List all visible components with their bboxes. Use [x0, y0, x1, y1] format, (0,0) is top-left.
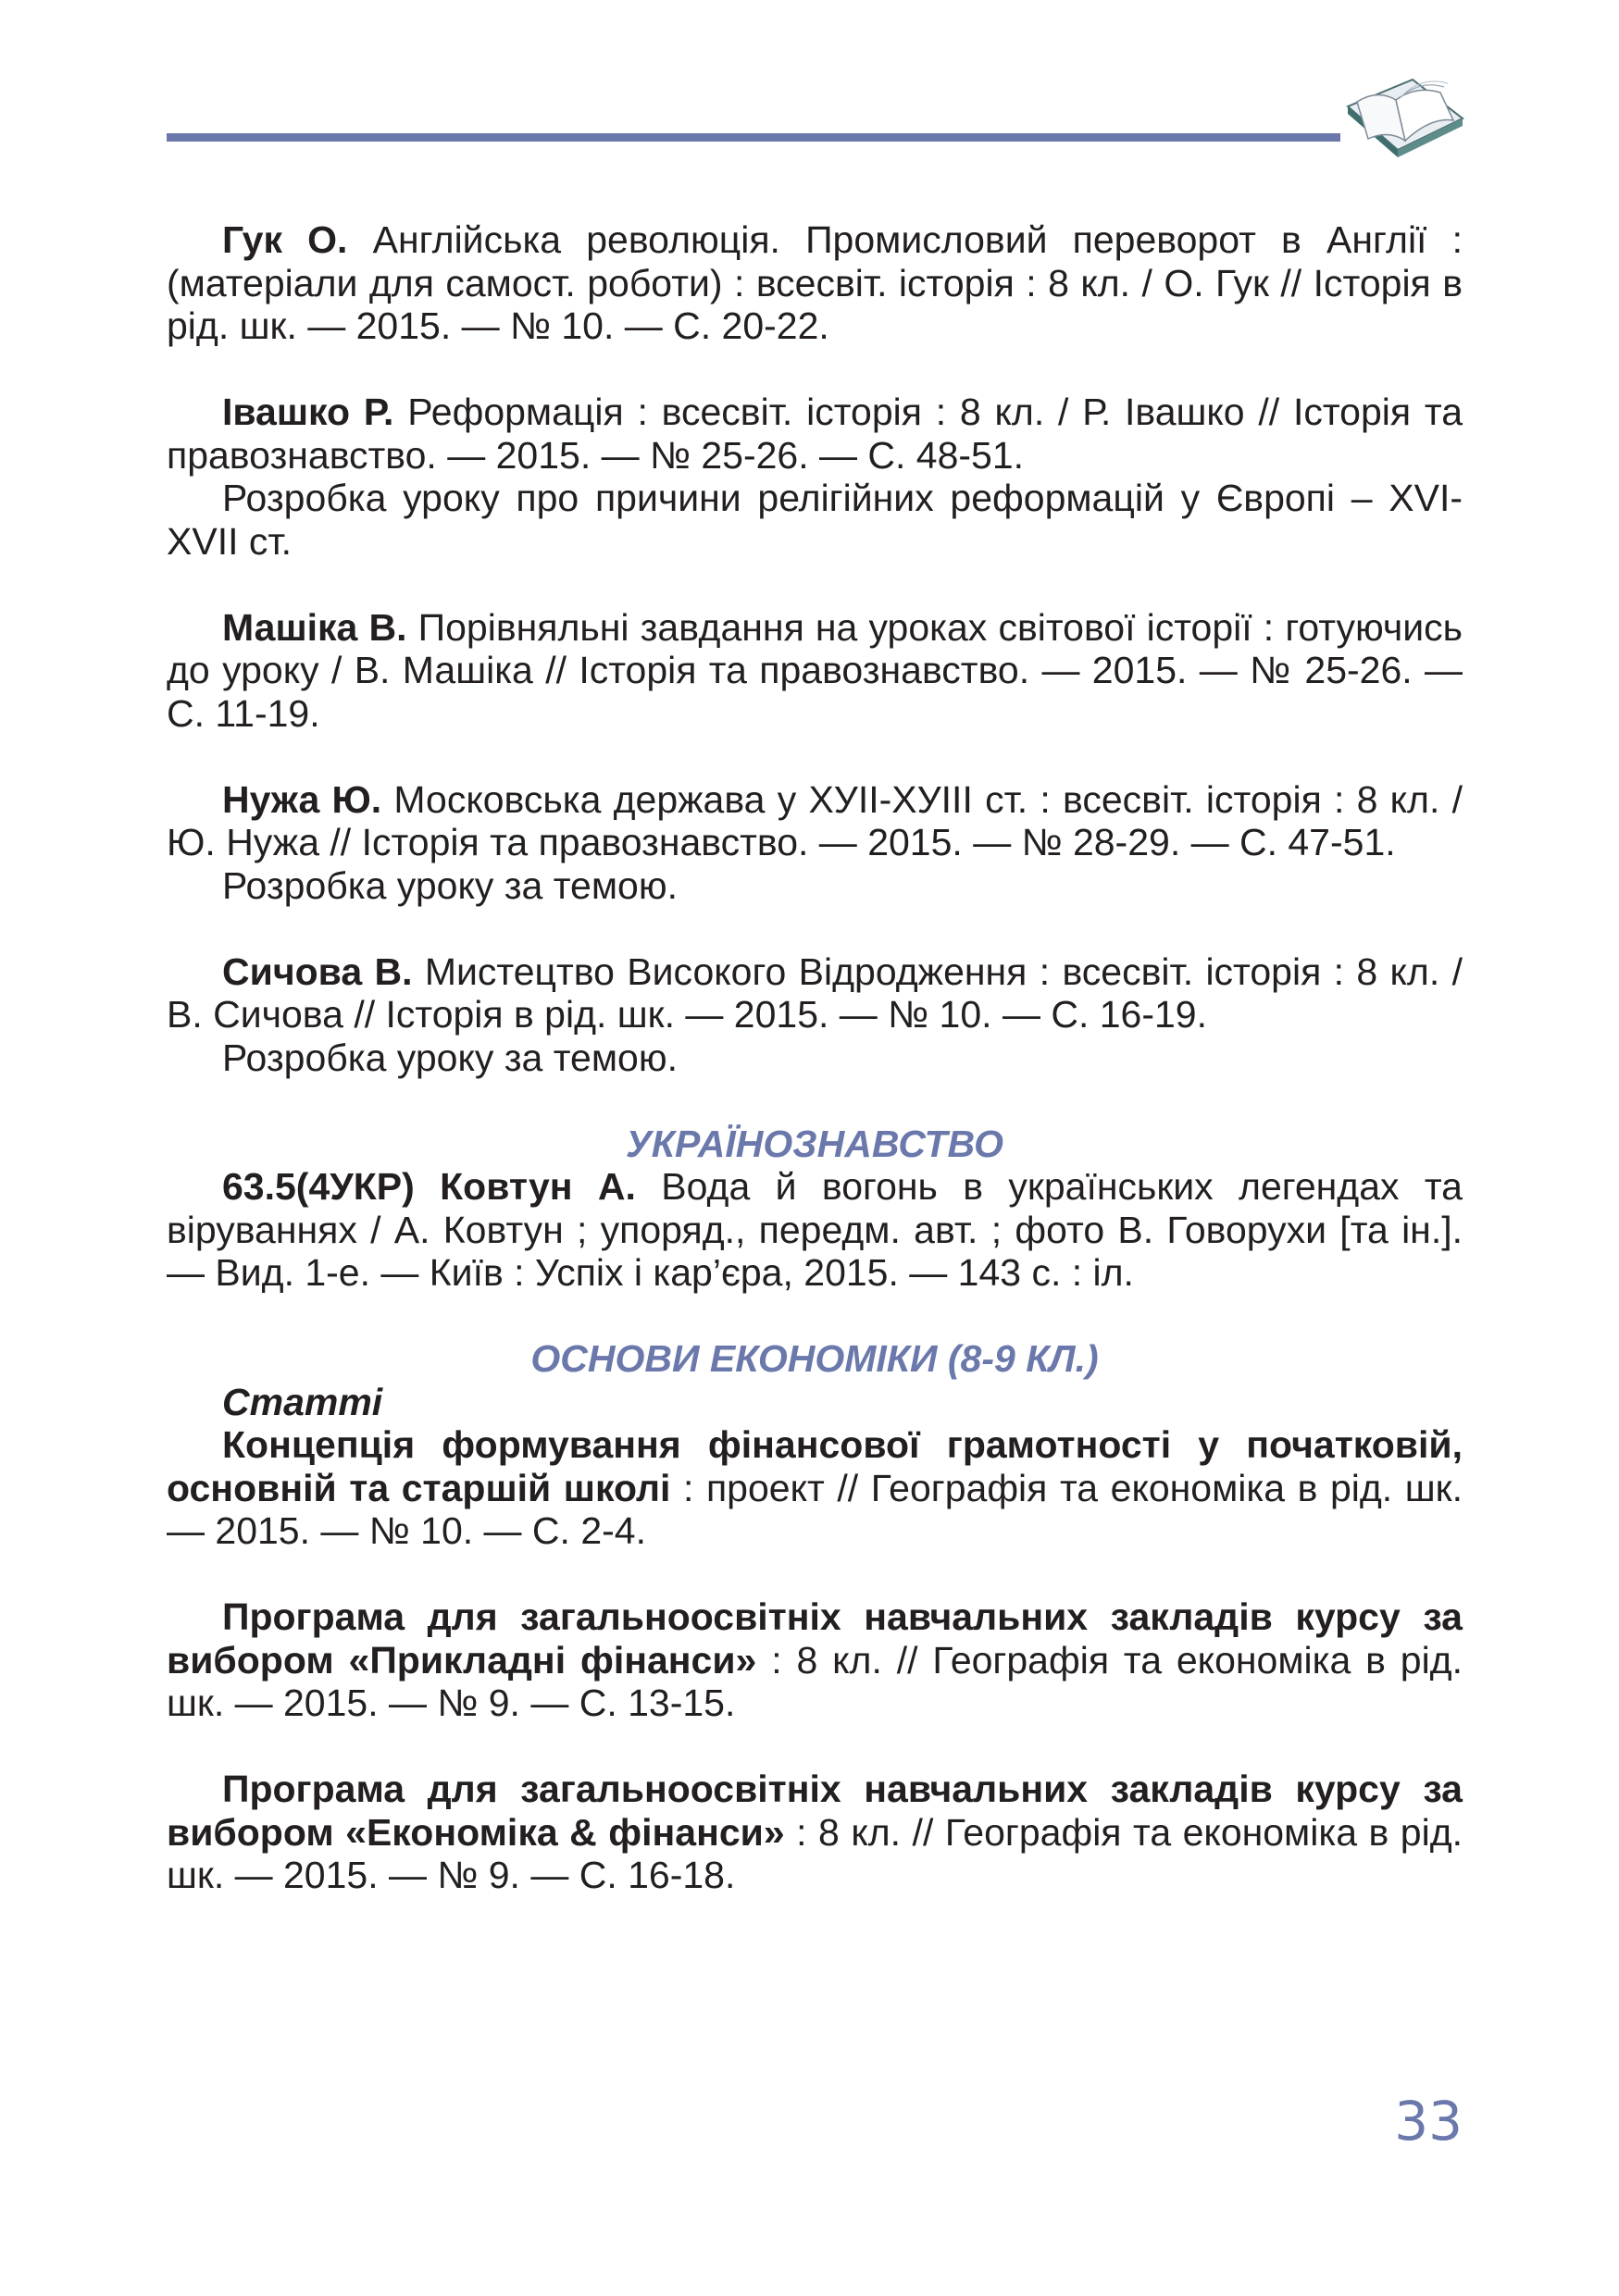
bib-entry: Програма для загальноосвітніх навчальних закладів курсу за вибором «Прикладні фінанси» : 8 кл. // Географія та економіка в рід. шк. — 2015. — № 9. — С. 13-15.: [167, 1595, 1463, 1724]
bib-entry: Івашко Р. Реформація : всесвіт. історія : 8 кл. / Р. Івашко // Історія та правознавство. — 2015. — № 25-26. — С. 48-51.: [167, 391, 1463, 477]
header-rule: [167, 133, 1340, 142]
subheading-articles: Статті: [222, 1380, 383, 1423]
bib-entry: Сичова В. Мистецтво Високого Відродження : всесвіт. історія : 8 кл. / В. Сичова // Історія в рід. шк. — 2015. — № 10. — С. 16-19.: [167, 949, 1463, 1036]
open-book-icon: [1340, 65, 1470, 167]
bib-entry: Нужа Ю. Московська держава у ХУІІ-ХУІІІ ст. : всесвіт. історія : 8 кл. / Ю. Нужа // Історія та правознавство. — 2015. — № 28-29. — С. 47-51.: [167, 777, 1463, 863]
bib-entry: Концепція формування фінансової грамотності у початковій, основній та старшій школі : проект // Географія та економіка в рід. шк. — 2015. — № 10. — С. 2-4.: [167, 1423, 1463, 1552]
bib-note: Розробка уроку про причини релігійних реформацій у Європі – XVI-XVII ст.: [167, 477, 1463, 563]
bib-entry: Гук О. Англійська революція. Промисловий переворот в Англії : (матеріали для самост. роботи) : всесвіт. історія : 8 кл. / О. Гук // Історія в рід. шк. — 2015. — № 10. — С. 20-22.: [167, 218, 1463, 347]
bib-entry: 63.5(4УКР) Ковтун А. Вода й вогонь в українських легендах та віруваннях / А. Ковтун ; упоряд., передм. авт. ; фото В. Говорухи [та ін.]. — Вид. 1-е. — Київ : Успіх і кар’єра, 2015. — 143 с. : іл.: [167, 1165, 1463, 1294]
section-heading-economics: ОСНОВИ ЕКОНОМІКИ (8-9 КЛ.): [530, 1337, 1099, 1380]
bib-note: Розробка уроку за темою.: [222, 863, 678, 907]
page-number: 33: [1394, 2090, 1463, 2153]
section-heading-ukrainian-studies: УКРАЇНОЗНАВСТВО: [626, 1122, 1003, 1165]
bib-entry: Програма для загальноосвітніх навчальних закладів курсу за вибором «Економіка & фінанси» : 8 кл. // Географія та економіка в рід. шк. — 2015. — № 9. — С. 16-18.: [167, 1768, 1463, 1896]
document-body: [167, 218, 1463, 1897]
bib-note: Розробка уроку за темою.: [222, 1036, 678, 1079]
bib-entry: Машіка В. Порівняльні завдання на уроках світової історії : готуючись до уроку / В. Машіка // Історія та правознавство. — 2015. — № 25-26. — С. 11-19.: [167, 605, 1463, 735]
